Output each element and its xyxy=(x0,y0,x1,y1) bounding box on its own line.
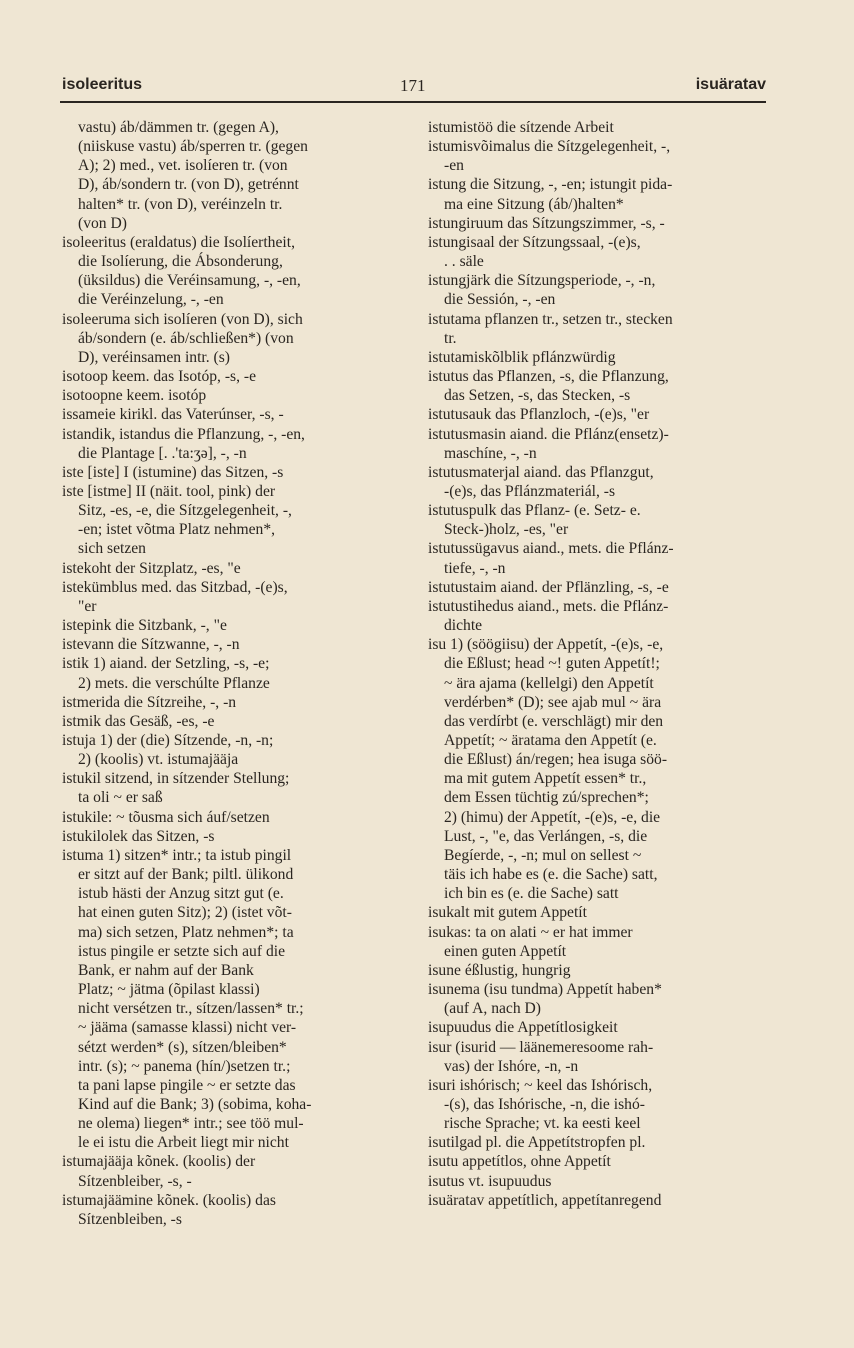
dictionary-line: die Eßlust) án/regen; hea isuga söö- xyxy=(444,751,668,769)
dictionary-line: isune éßlustig, hungrig xyxy=(428,961,571,979)
dictionary-line: ma) sich setzen, Platz nehmen*; ta xyxy=(78,923,294,941)
dictionary-line: ma eine Sitzung (áb/)halten* xyxy=(444,195,624,213)
dictionary-line: istung die Sitzung, -, -en; istungit pida- xyxy=(428,176,673,194)
dictionary-line: (von D) xyxy=(78,214,127,232)
dictionary-line: istungjärk die Sítzungsperiode, -, -n, xyxy=(428,272,656,290)
dictionary-line: "er xyxy=(78,597,97,615)
dictionary-line: istutustaim aiand. der Pflänzling, -s, -e xyxy=(428,578,669,596)
dictionary-line: istmerida die Sítzreihe, -, -n xyxy=(62,693,237,711)
dictionary-line: iste [iste] I (istumine) das Sitzen, -s xyxy=(62,463,284,481)
dictionary-line: halten* tr. (von D), veréinzeln tr. xyxy=(78,195,283,213)
dictionary-line: istukil sitzend, in sítzender Stellung; xyxy=(62,770,290,788)
dictionary-line: ich bin es (e. die Sache) satt xyxy=(444,885,619,903)
dictionary-line: istekoht der Sitzplatz, -es, "e xyxy=(62,559,241,577)
dictionary-line: Begíerde, -, -n; mul on sellest ~ xyxy=(444,846,642,864)
dictionary-line: istumisvõimalus die Sítzgelegenheit, -, xyxy=(428,138,671,156)
dictionary-line: isuäratav appetítlich, appetítanregend xyxy=(428,1191,662,1209)
dictionary-line: istutusmasin aiand. die Pflánz(ensetz)- xyxy=(428,425,669,443)
dictionary-line: das verdírbt (e. verschlägt) mir den xyxy=(444,712,664,730)
dictionary-line: vas) der Ishóre, -n, -n xyxy=(444,1057,579,1075)
dictionary-line: ne olema) liegen* intr.; see töö mul- xyxy=(78,1115,304,1133)
dictionary-line: -en; istet võtma Platz nehmen*, xyxy=(78,521,276,539)
dictionary-line: ta oli ~ er saß xyxy=(78,789,163,807)
dictionary-line: Sitz, -es, -e, die Sítzgelegenheit, -, xyxy=(78,502,292,520)
dictionary-line: 2) (koolis) vt. istumajääja xyxy=(78,751,239,769)
header-rule xyxy=(60,101,766,103)
dictionary-line: isupuudus die Appetítlosigkeit xyxy=(428,1019,618,1037)
dictionary-line: hat einen guten Sitz); 2) (istet võt- xyxy=(78,904,292,922)
dictionary-line: -en xyxy=(444,157,464,175)
dictionary-line: -(s), das Ishórische, -n, die ishó- xyxy=(444,1095,645,1113)
dictionary-line: isuri ishórisch; ~ keel das Ishórisch, xyxy=(428,1076,653,1094)
dictionary-line: istutama pflanzen tr., setzen tr., stecken xyxy=(428,310,673,328)
dictionary-line: istevann die Sítzwanne, -, -n xyxy=(62,636,240,654)
dictionary-line: Sítzenbleiben, -s xyxy=(78,1210,182,1228)
dictionary-line: isotoopne keem. isotóp xyxy=(62,387,207,405)
dictionary-line: isur (isurid — läänemeresoome rah- xyxy=(428,1038,654,1056)
dictionary-line: verdérben* (D); see ajab mul ~ ära xyxy=(444,693,662,711)
dictionary-line: die Sessión, -, -en xyxy=(444,291,556,309)
dictionary-line: D), veréinsamen intr. (s) xyxy=(78,348,230,366)
dictionary-line: (auf A, nach D) xyxy=(444,1000,541,1018)
dictionary-line: Appetít; ~ äratama den Appetít (e. xyxy=(444,732,657,749)
dictionary-line: ta pani lapse pingile ~ er setzte das xyxy=(78,1076,296,1094)
dictionary-line: täis ich habe es (e. die Sache) satt, xyxy=(444,866,658,884)
dictionary-line: die Plantage [. .'ta:ʒə], -, -n xyxy=(78,444,247,462)
dictionary-line: intr. (s); ~ panema (hín/)setzen tr.; xyxy=(78,1057,291,1075)
dictionary-line: istumistöö die sítzende Arbeit xyxy=(428,119,614,136)
dictionary-line: le ei istu die Arbeit liegt mir nicht xyxy=(78,1134,289,1152)
guide-word-left: isoleeritus xyxy=(62,76,143,93)
left-column xyxy=(62,118,400,1229)
dictionary-line: isukas: ta on alati ~ er hat immer xyxy=(428,923,633,941)
dictionary-line: istutustihedus aiand., mets. die Pflánz- xyxy=(428,597,669,615)
dictionary-line: istekümblus med. das Sitzbad, -(e)s, xyxy=(62,578,288,596)
dictionary-line: isotoop keem. das Isotóp, -s, -e xyxy=(62,368,257,386)
dictionary-line: istutamiskõlblik pflánzwürdig xyxy=(428,348,616,366)
dictionary-line: Steck-)holz, -es, "er xyxy=(444,521,569,539)
dictionary-line: (niiskuse vastu) áb/sperren tr. (gegen xyxy=(78,138,308,156)
dictionary-line: Platz; ~ jätma (õpilast klassi) xyxy=(78,981,260,999)
dictionary-line: 2) mets. die verschúlte Pflanze xyxy=(78,674,270,692)
dictionary-line: die Veréinzelung, -, -en xyxy=(78,291,224,309)
dictionary-line: iste [istme] II (näit. tool, pink) der xyxy=(62,482,276,500)
dictionary-line: istepink die Sitzbank, -, "e xyxy=(62,617,227,635)
dictionary-line: dichte xyxy=(444,617,483,635)
dictionary-line: ma mit gutem Appetít essen* tr., xyxy=(444,770,647,788)
dictionary-line: tiefe, -, -n xyxy=(444,559,506,577)
dictionary-line: . . säle xyxy=(444,253,484,271)
dictionary-line: istumajäämine kõnek. (koolis) das xyxy=(62,1191,276,1209)
dictionary-line: issameie kirikl. das Vaterúnser, -s, - xyxy=(62,406,284,424)
dictionary-line: istutussügavus aiand., mets. die Pflánz- xyxy=(428,540,674,558)
page-number: 171 xyxy=(400,76,426,95)
dictionary-line: ~ jääma (samasse klassi) nicht ver- xyxy=(78,1019,297,1037)
dictionary-line: maschíne, -, -n xyxy=(444,444,537,462)
dictionary-line: er sitzt auf der Bank; piltl. ülikond xyxy=(78,866,294,884)
dictionary-line: istmik das Gesäß, -es, -e xyxy=(62,712,215,730)
dictionary-line: D), áb/sondern tr. (von D), getrénnt xyxy=(78,176,299,194)
dictionary-line: vastu) áb/dämmen tr. (gegen A), xyxy=(78,119,279,136)
dictionary-line: isukalt mit gutem Appetít xyxy=(428,904,587,922)
dictionary-line: einen guten Appetít xyxy=(444,942,567,960)
dictionary-line: isutu appetítlos, ohne Appetít xyxy=(428,1153,611,1171)
dictionary-line: istutusmaterjal aiand. das Pflanzgut, xyxy=(428,463,654,481)
dictionary-line: -(e)s, das Pflánzmateriál, -s xyxy=(444,482,616,500)
dictionary-line: Lust, -, "e, das Verlángen, -s, die xyxy=(444,827,648,845)
dictionary-line: rische Sprache; vt. ka eesti keel xyxy=(444,1115,641,1133)
dictionary-line: istutus das Pflanzen, -s, die Pflanzung, xyxy=(428,368,669,386)
dictionary-line: die Isolíerung, die Ábsonderung, xyxy=(78,253,283,271)
dictionary-line: isu 1) (söögiisu) der Appetít, -(e)s, -e, xyxy=(428,636,664,654)
dictionary-line: istandik, istandus die Pflanzung, -, -en, xyxy=(62,425,305,443)
dictionary-line: istumajääja kõnek. (koolis) der xyxy=(62,1153,256,1171)
dictionary-line: istik 1) aiand. der Setzling, -s, -e; xyxy=(62,655,270,673)
right-column xyxy=(428,118,766,1210)
dictionary-line: dem Essen tüchtig zú/sprechen*; xyxy=(444,789,649,807)
dictionary-line: A); 2) med., vet. isolíeren tr. (von xyxy=(78,157,288,175)
dictionary-line: sétzt werden* (s), sítzen/bleiben* xyxy=(78,1038,287,1056)
dictionary-line: isoleeruma sich isolíeren (von D), sich xyxy=(62,310,303,328)
dictionary-line: isoleeritus (eraldatus) die Isolíertheit, xyxy=(62,233,295,251)
dictionary-line: istukile: ~ tõusma sich áuf/setzen xyxy=(62,808,270,826)
dictionary-line: die Eßlust; head ~! guten Appetít!; xyxy=(444,655,660,673)
dictionary-line: istungiruum das Sítzungszimmer, -s, - xyxy=(428,214,665,232)
dictionary-line: áb/sondern (e. áb/schließen*) (von xyxy=(78,329,294,347)
dictionary-line: Sítzenbleiber, -s, - xyxy=(78,1172,192,1190)
dictionary-line: tr. xyxy=(444,329,457,347)
dictionary-line: Bank, er nahm auf der Bank xyxy=(78,961,254,979)
dictionary-line: sich setzen xyxy=(78,540,146,558)
dictionary-line: isutilgad pl. die Appetítstropfen pl. xyxy=(428,1134,646,1152)
dictionary-line: istukilolek das Sitzen, -s xyxy=(62,827,215,845)
dictionary-line: Kind auf die Bank; 3) (sobima, koha- xyxy=(78,1095,312,1113)
dictionary-line: istuma 1) sitzen* intr.; ta istub pingil xyxy=(62,846,292,864)
dictionary-line: nicht versétzen tr., sítzen/lassen* tr.; xyxy=(78,1000,304,1018)
dictionary-line: 2) (himu) der Appetít, -(e)s, -e, die xyxy=(444,808,661,826)
dictionary-line: istutusauk das Pflanzloch, -(e)s, "er xyxy=(428,406,650,424)
dictionary-line: isunema (isu tundma) Appetít haben* xyxy=(428,981,662,999)
dictionary-line: istungisaal der Sítzungssaal, -(e)s, xyxy=(428,233,641,251)
dictionary-line: (üksildus) die Veréinsamung, -, -en, xyxy=(78,272,301,290)
dictionary-line: das Setzen, -s, das Stecken, -s xyxy=(444,387,631,405)
dictionary-line: istuja 1) der (die) Sítzende, -n, -n; xyxy=(62,732,274,749)
dictionary-line: istus pingile er setzte sich auf die xyxy=(78,942,285,960)
dictionary-line: istub hästi der Anzug sitzt gut (e. xyxy=(78,885,284,903)
guide-word-right: isuäratav xyxy=(695,76,766,93)
dictionary-line: istutuspulk das Pflanz- (e. Setz- e. xyxy=(428,502,641,520)
dictionary-line: isutus vt. isupuudus xyxy=(428,1172,552,1190)
dictionary-line: ~ ära ajama (kellelgi) den Appetít xyxy=(444,674,654,692)
